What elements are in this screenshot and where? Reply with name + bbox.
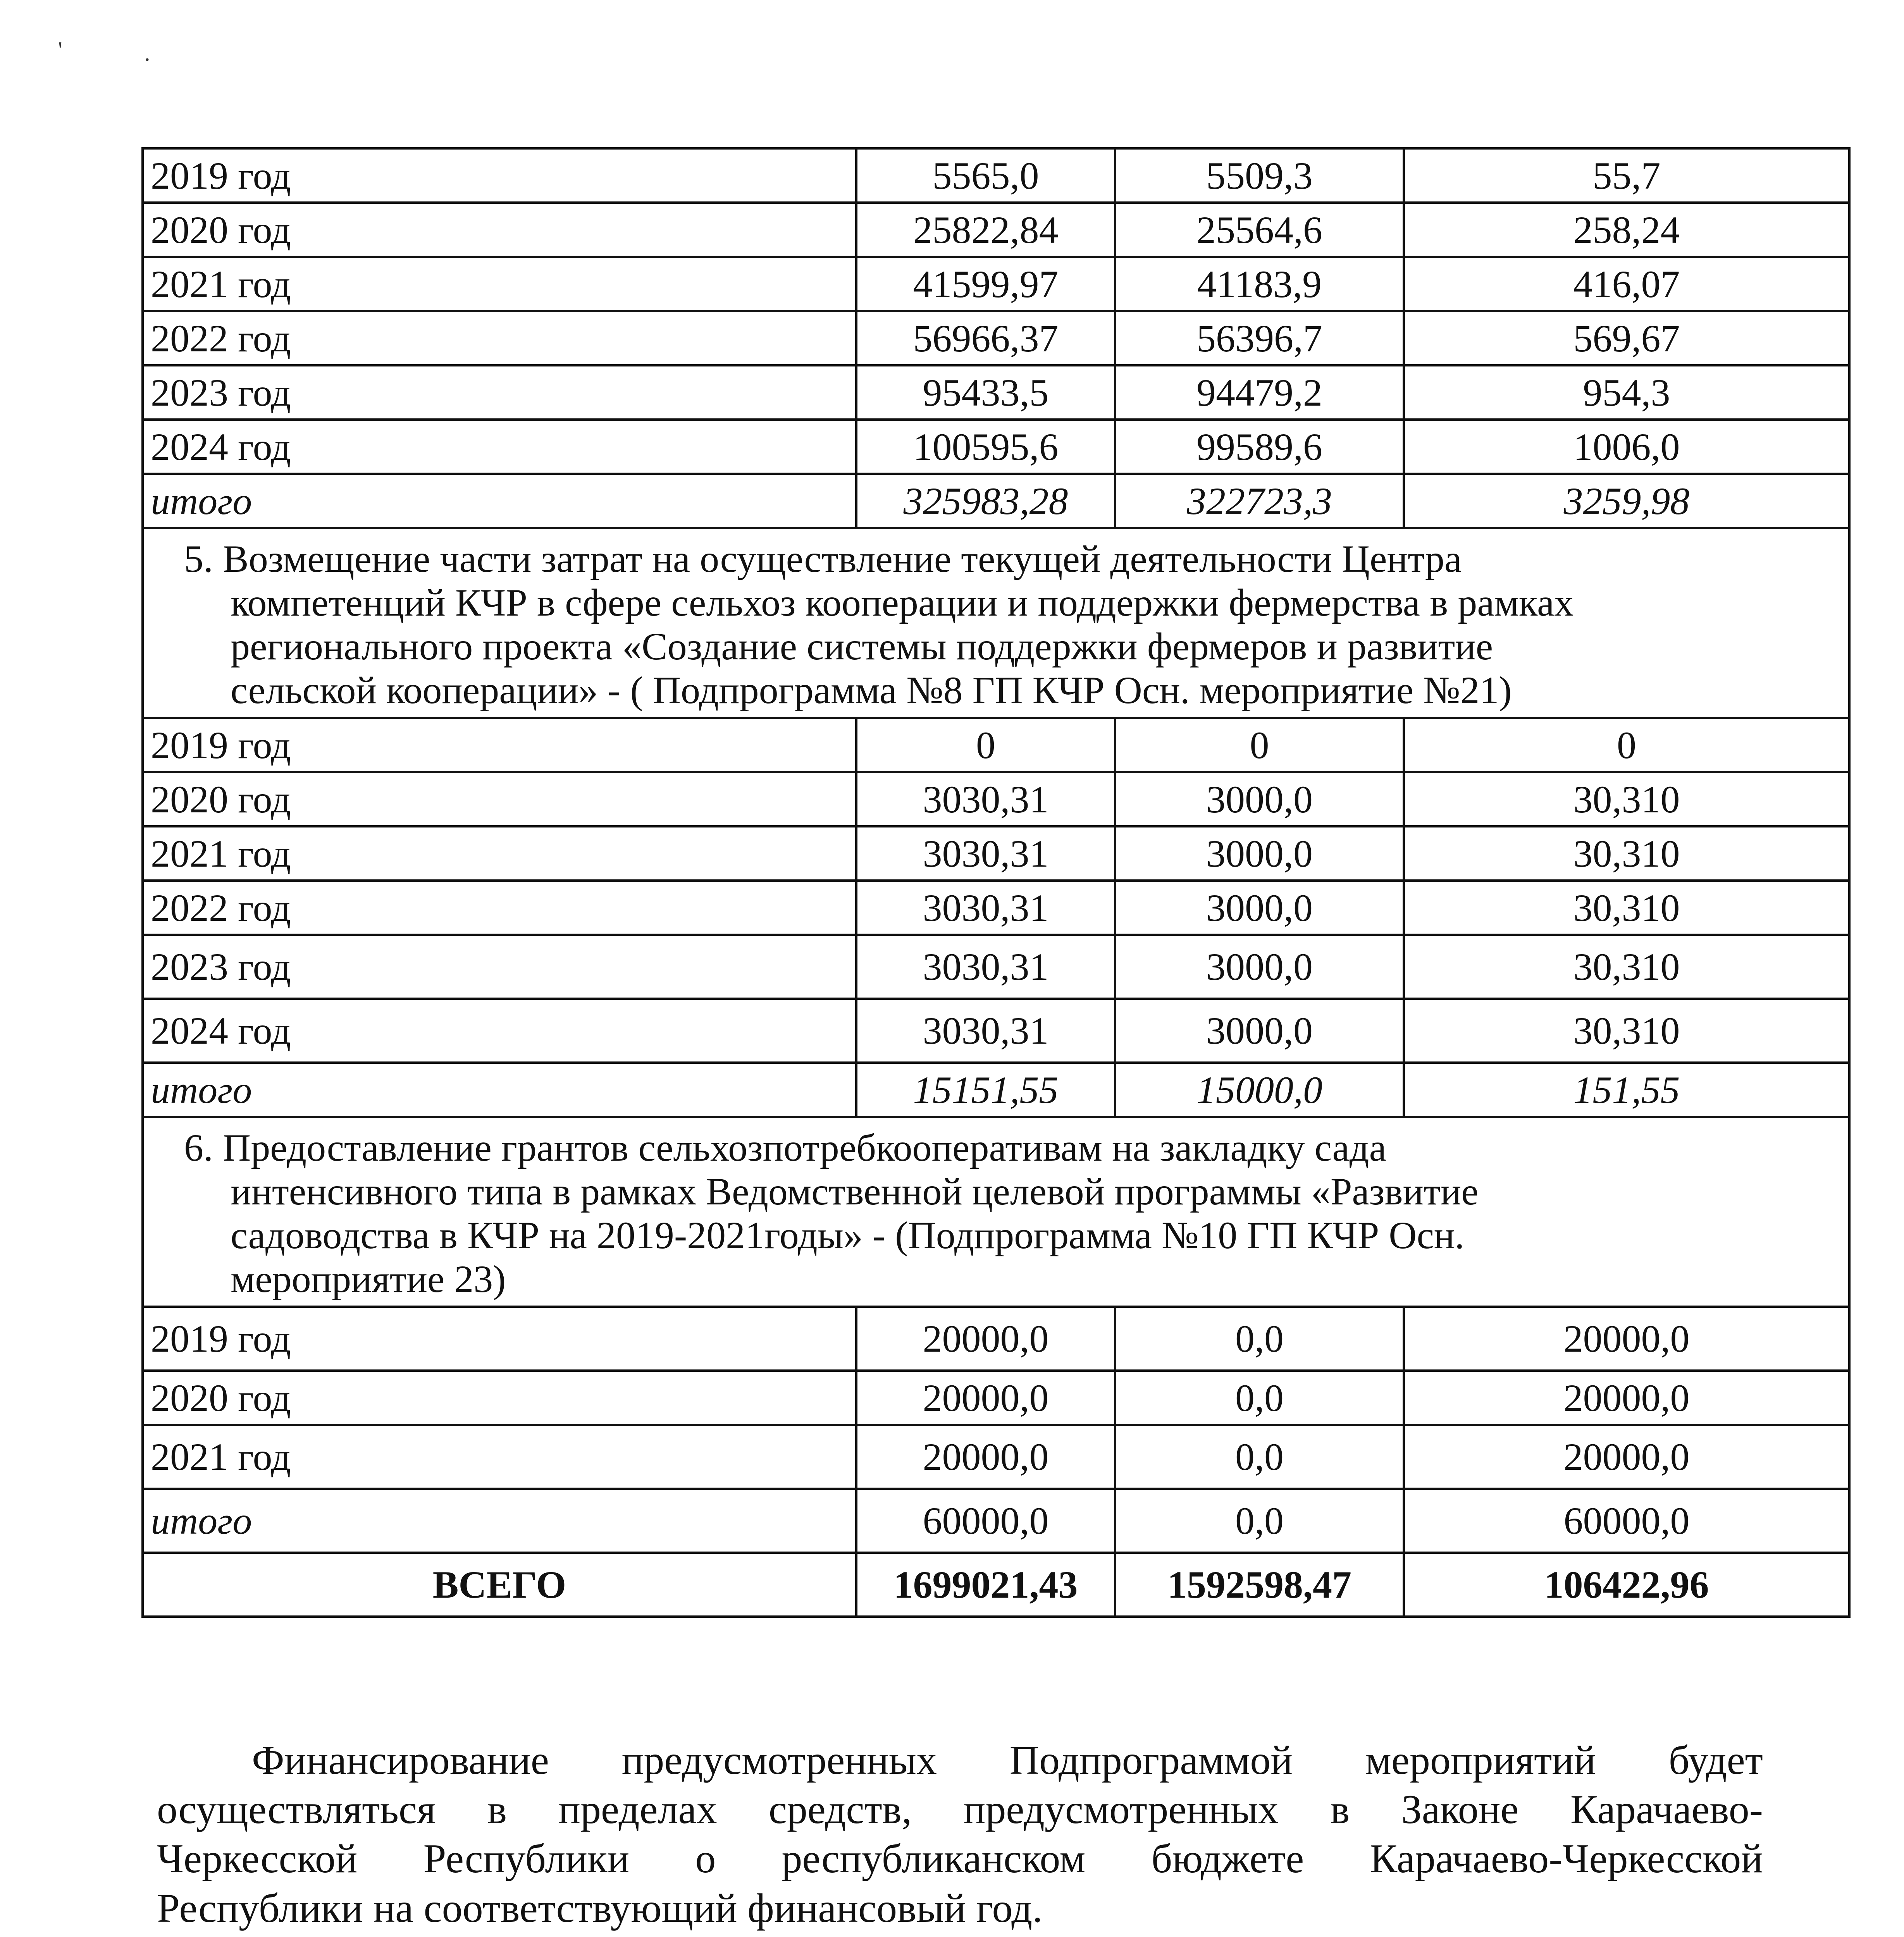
description-line: сельской кооперации» - ( Подпрограмма №8 ГП КЧР Осн. мероприятие №21) <box>231 669 1512 712</box>
section-description-row <box>143 528 1849 718</box>
value-cell: 0,0 <box>1115 1425 1404 1489</box>
funding-paragraph <box>157 1736 1763 1933</box>
subtotal-label: итого <box>143 1489 856 1553</box>
value-cell: 0 <box>1115 718 1404 772</box>
description-line: интенсивного типа в рамках Ведомственной целевой программы «Развитие <box>231 1170 1479 1213</box>
value-cell: 1006,0 <box>1404 420 1849 474</box>
table-row <box>143 999 1849 1063</box>
value-cell: 20000,0 <box>1404 1307 1849 1371</box>
value-cell: 0,0 <box>1115 1371 1404 1425</box>
value-cell: 30,310 <box>1404 772 1849 826</box>
description-line: мероприятие 23) <box>231 1258 506 1301</box>
paragraph-line: осуществляться в пределах средств, предусмотренных в Законе Карачаево- <box>157 1787 1763 1832</box>
value-cell: 0,0 <box>1115 1307 1404 1371</box>
year-cell: 2020 год <box>143 1371 856 1425</box>
value-cell: 954,3 <box>1404 365 1849 420</box>
total-cell: 95433,5 <box>856 365 1115 420</box>
paragraph-line: Финансирование предусмотренных Подпрограммой мероприятий будет <box>252 1737 1763 1783</box>
subtotal-cell: 322723,3 <box>1115 474 1404 528</box>
scan-speck: ' <box>58 37 62 63</box>
value-cell: 25564,6 <box>1115 203 1404 257</box>
subtotal-cell: 151,55 <box>1404 1063 1849 1117</box>
value-cell: 569,67 <box>1404 311 1849 365</box>
grand-total-cell: 1699021,43 <box>856 1553 1115 1617</box>
funding-table <box>141 147 1851 1618</box>
table-row <box>143 420 1849 474</box>
table-row <box>143 203 1849 257</box>
year-cell: 2023 год <box>143 935 856 999</box>
section-5-description <box>143 528 1849 718</box>
total-cell: 100595,6 <box>856 420 1115 474</box>
value-cell: 3000,0 <box>1115 935 1404 999</box>
table-row <box>143 148 1849 203</box>
table-row <box>143 718 1849 772</box>
value-cell: 0 <box>1404 718 1849 772</box>
total-cell: 3030,31 <box>856 826 1115 881</box>
table-row <box>143 772 1849 826</box>
year-cell: 2022 год <box>143 311 856 365</box>
year-cell: 2024 год <box>143 420 856 474</box>
grand-total-cell: 1592598,47 <box>1115 1553 1404 1617</box>
year-cell: 2020 год <box>143 203 856 257</box>
total-cell: 3030,31 <box>856 881 1115 935</box>
paragraph-line: Черкесской Республики о республиканском бюджете Карачаево-Черкесской <box>157 1836 1763 1882</box>
value-cell: 30,310 <box>1404 999 1849 1063</box>
total-cell: 5565,0 <box>856 148 1115 203</box>
value-cell: 20000,0 <box>1404 1425 1849 1489</box>
year-cell: 2021 год <box>143 1425 856 1489</box>
grand-total-cell: 106422,96 <box>1404 1553 1849 1617</box>
subtotal-row <box>143 474 1849 528</box>
table-row <box>143 881 1849 935</box>
subtotal-cell: 3259,98 <box>1404 474 1849 528</box>
value-cell: 258,24 <box>1404 203 1849 257</box>
table-row <box>143 826 1849 881</box>
total-cell: 56966,37 <box>856 311 1115 365</box>
subtotal-cell: 15151,55 <box>856 1063 1115 1117</box>
value-cell: 99589,6 <box>1115 420 1404 474</box>
table-row <box>143 1371 1849 1425</box>
value-cell: 20000,0 <box>1404 1371 1849 1425</box>
value-cell: 3000,0 <box>1115 772 1404 826</box>
year-cell: 2020 год <box>143 772 856 826</box>
total-cell: 3030,31 <box>856 999 1115 1063</box>
table-row <box>143 1425 1849 1489</box>
value-cell: 56396,7 <box>1115 311 1404 365</box>
total-cell: 41599,97 <box>856 257 1115 311</box>
subtotal-label: итого <box>143 474 856 528</box>
section-6-description <box>143 1117 1849 1307</box>
year-cell: 2019 год <box>143 1307 856 1371</box>
table-row <box>143 311 1849 365</box>
subtotal-row <box>143 1489 1849 1553</box>
value-cell: 3000,0 <box>1115 826 1404 881</box>
value-cell: 416,07 <box>1404 257 1849 311</box>
total-cell: 3030,31 <box>856 772 1115 826</box>
total-cell: 20000,0 <box>856 1371 1115 1425</box>
value-cell: 30,310 <box>1404 826 1849 881</box>
value-cell: 30,310 <box>1404 881 1849 935</box>
table-row <box>143 365 1849 420</box>
description-line: регионального проекта «Создание системы поддержки фермеров и развитие <box>231 625 1493 668</box>
total-cell: 0 <box>856 718 1115 772</box>
subtotal-cell: 60000,0 <box>856 1489 1115 1553</box>
description-line: 5. Возмещение части затрат на осуществление текущей деятельности Центра <box>184 537 1462 580</box>
total-cell: 3030,31 <box>856 935 1115 999</box>
total-cell: 25822,84 <box>856 203 1115 257</box>
value-cell: 30,310 <box>1404 935 1849 999</box>
description-line: компетенций КЧР в сфере сельхоз кооперации и поддержки фермерства в рамках <box>231 581 1574 624</box>
total-cell: 20000,0 <box>856 1425 1115 1489</box>
subtotal-label: итого <box>143 1063 856 1117</box>
year-cell: 2022 год <box>143 881 856 935</box>
year-cell: 2019 год <box>143 148 856 203</box>
section-description-row <box>143 1117 1849 1307</box>
year-cell: 2021 год <box>143 826 856 881</box>
subtotal-cell: 15000,0 <box>1115 1063 1404 1117</box>
grand-total-row <box>143 1553 1849 1617</box>
scan-speck: · <box>143 47 151 72</box>
year-cell: 2023 год <box>143 365 856 420</box>
description-line: 6. Предоставление грантов сельхозпотребкооперативам на закладку сада <box>184 1126 1386 1169</box>
value-cell: 5509,3 <box>1115 148 1404 203</box>
table-row <box>143 935 1849 999</box>
table-row <box>143 1307 1849 1371</box>
total-cell: 20000,0 <box>856 1307 1115 1371</box>
paragraph-line: Республики на соответствующий финансовый год. <box>157 1885 1043 1931</box>
grand-total-label: ВСЕГО <box>143 1553 856 1617</box>
year-cell: 2019 год <box>143 718 856 772</box>
subtotal-cell: 325983,28 <box>856 474 1115 528</box>
description-line: садоводства в КЧР на 2019-2021годы» - (Подпрограмма №10 ГП КЧР Осн. <box>231 1214 1465 1257</box>
value-cell: 3000,0 <box>1115 881 1404 935</box>
year-cell: 2021 год <box>143 257 856 311</box>
subtotal-row <box>143 1063 1849 1117</box>
year-cell: 2024 год <box>143 999 856 1063</box>
value-cell: 3000,0 <box>1115 999 1404 1063</box>
table-row <box>143 257 1849 311</box>
subtotal-cell: 0,0 <box>1115 1489 1404 1553</box>
value-cell: 41183,9 <box>1115 257 1404 311</box>
subtotal-cell: 60000,0 <box>1404 1489 1849 1553</box>
value-cell: 94479,2 <box>1115 365 1404 420</box>
value-cell: 55,7 <box>1404 148 1849 203</box>
